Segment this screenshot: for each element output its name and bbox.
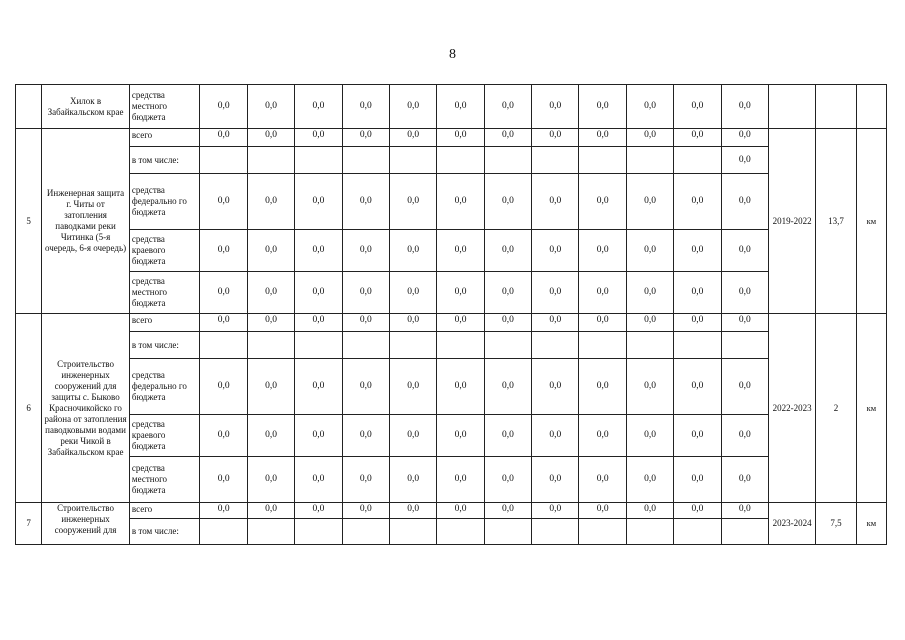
value-cell: 0,0	[532, 230, 579, 272]
value-cell: 0,0	[484, 359, 531, 415]
row-number-cell: 5	[16, 129, 42, 314]
value-cell: 0,0	[295, 415, 342, 457]
value-cell	[247, 147, 294, 174]
value-cell: 0,0	[674, 174, 721, 230]
value-cell: 0,0	[200, 174, 247, 230]
value-cell: 0,0	[200, 230, 247, 272]
value-cell: 0,0	[721, 314, 768, 332]
value-cell: 0,0	[626, 230, 673, 272]
period-cell: 2023-2024	[768, 503, 815, 545]
value-cell: 0,0	[484, 129, 531, 147]
source-label-local: средства местного бюджета	[129, 272, 200, 314]
value-cell: 0,0	[721, 230, 768, 272]
value-cell: 0,0	[389, 415, 436, 457]
value-cell	[247, 332, 294, 359]
value-cell: 0,0	[579, 230, 626, 272]
source-label-local: средства местного бюджета	[129, 85, 200, 129]
value-cell: 0,0	[437, 415, 484, 457]
value-cell	[579, 332, 626, 359]
value-cell: 0,0	[579, 272, 626, 314]
value-cell: 0,0	[342, 85, 389, 129]
value-cell: 0,0	[342, 503, 389, 519]
value-cell: 0,0	[200, 415, 247, 457]
value-cell: 0,0	[721, 147, 768, 174]
value-cell: 0,0	[626, 415, 673, 457]
table-row	[16, 519, 887, 545]
value-cell: 0,0	[674, 415, 721, 457]
source-label-federal: средства федерально го бюджета	[129, 174, 200, 230]
value-cell: 0,0	[200, 503, 247, 519]
value-cell	[721, 519, 768, 545]
value-cell: 0,0	[721, 359, 768, 415]
value-cell: 0,0	[721, 129, 768, 147]
value-cell: 0,0	[200, 272, 247, 314]
value-cell	[389, 332, 436, 359]
source-label-including: в том числе:	[129, 519, 200, 545]
value-cell	[579, 519, 626, 545]
value-cell: 0,0	[579, 359, 626, 415]
value-cell	[674, 332, 721, 359]
value-cell: 0,0	[484, 174, 531, 230]
value-cell: 0,0	[389, 503, 436, 519]
value-cell: 0,0	[247, 503, 294, 519]
value-cell: 0,0	[437, 230, 484, 272]
value-cell: 0,0	[247, 85, 294, 129]
value-cell: 0,0	[484, 457, 531, 503]
value-cell: 0,0	[342, 174, 389, 230]
table-row	[16, 332, 887, 359]
unit-cell: км	[856, 314, 886, 503]
value-cell: 0,0	[200, 457, 247, 503]
value-cell: 0,0	[342, 415, 389, 457]
value-cell	[437, 147, 484, 174]
source-label-regional: средства краевого бюджета	[129, 415, 200, 457]
table-row	[16, 147, 887, 174]
quantity-cell: 7,5	[816, 503, 856, 545]
measure-name-cell: Хилок в Забайкальском крае	[42, 85, 130, 129]
value-cell: 0,0	[674, 272, 721, 314]
value-cell	[674, 147, 721, 174]
value-cell: 0,0	[484, 85, 531, 129]
source-label-total: всего	[129, 314, 200, 332]
value-cell: 0,0	[674, 129, 721, 147]
value-cell: 0,0	[674, 85, 721, 129]
table-row	[16, 272, 887, 314]
value-cell: 0,0	[295, 174, 342, 230]
row-number-cell: 6	[16, 314, 42, 503]
value-cell: 0,0	[626, 272, 673, 314]
value-cell	[626, 147, 673, 174]
value-cell: 0,0	[721, 272, 768, 314]
value-cell: 0,0	[532, 85, 579, 129]
value-cell	[437, 519, 484, 545]
value-cell: 0,0	[247, 359, 294, 415]
value-cell: 0,0	[579, 503, 626, 519]
period-cell: 2019-2022	[768, 129, 815, 314]
value-cell: 0,0	[437, 129, 484, 147]
value-cell	[342, 147, 389, 174]
value-cell: 0,0	[626, 457, 673, 503]
value-cell: 0,0	[247, 415, 294, 457]
value-cell: 0,0	[484, 230, 531, 272]
value-cell	[437, 332, 484, 359]
unit-cell: км	[856, 129, 886, 314]
value-cell: 0,0	[247, 129, 294, 147]
value-cell: 0,0	[389, 314, 436, 332]
value-cell: 0,0	[247, 457, 294, 503]
value-cell: 0,0	[200, 359, 247, 415]
value-cell: 0,0	[247, 314, 294, 332]
value-cell: 0,0	[721, 85, 768, 129]
value-cell: 0,0	[247, 174, 294, 230]
value-cell	[295, 519, 342, 545]
value-cell: 0,0	[437, 85, 484, 129]
value-cell: 0,0	[295, 85, 342, 129]
row-number-cell: 7	[16, 503, 42, 545]
value-cell: 0,0	[295, 314, 342, 332]
value-cell	[626, 519, 673, 545]
table-row	[16, 359, 887, 415]
value-cell: 0,0	[674, 314, 721, 332]
value-cell: 0,0	[484, 415, 531, 457]
value-cell: 0,0	[532, 503, 579, 519]
value-cell	[532, 332, 579, 359]
table-row	[16, 314, 887, 332]
value-cell: 0,0	[626, 314, 673, 332]
value-cell: 0,0	[247, 230, 294, 272]
value-cell: 0,0	[484, 314, 531, 332]
table-row	[16, 457, 887, 503]
value-cell: 0,0	[342, 314, 389, 332]
value-cell	[532, 519, 579, 545]
value-cell: 0,0	[532, 314, 579, 332]
value-cell: 0,0	[579, 174, 626, 230]
source-label-including: в том числе:	[129, 332, 200, 359]
source-label-total: всего	[129, 503, 200, 519]
value-cell: 0,0	[579, 129, 626, 147]
value-cell	[389, 519, 436, 545]
value-cell: 0,0	[579, 415, 626, 457]
value-cell: 0,0	[532, 272, 579, 314]
value-cell: 0,0	[389, 359, 436, 415]
value-cell	[579, 147, 626, 174]
value-cell: 0,0	[437, 174, 484, 230]
value-cell: 0,0	[437, 359, 484, 415]
value-cell: 0,0	[532, 174, 579, 230]
value-cell: 0,0	[674, 230, 721, 272]
value-cell: 0,0	[342, 230, 389, 272]
table-row	[16, 174, 887, 230]
value-cell: 0,0	[389, 85, 436, 129]
value-cell	[295, 332, 342, 359]
value-cell: 0,0	[721, 457, 768, 503]
value-cell	[484, 332, 531, 359]
page-number: 8	[449, 47, 456, 62]
value-cell: 0,0	[342, 359, 389, 415]
source-label-federal: средства федерально го бюджета	[129, 359, 200, 415]
period-cell	[768, 85, 815, 129]
table-row	[16, 230, 887, 272]
table-row	[16, 415, 887, 457]
value-cell	[674, 519, 721, 545]
value-cell	[484, 147, 531, 174]
value-cell	[721, 332, 768, 359]
value-cell: 0,0	[342, 272, 389, 314]
value-cell	[200, 519, 247, 545]
value-cell	[389, 147, 436, 174]
value-cell: 0,0	[295, 503, 342, 519]
measure-name-cell: Инженерная защита г. Читы от затопления паводками реки Читинка (5-я очередь, 6-я очередь)	[42, 129, 130, 314]
budget-table	[15, 84, 887, 545]
value-cell: 0,0	[579, 314, 626, 332]
value-cell: 0,0	[532, 129, 579, 147]
unit-cell: км	[856, 503, 886, 545]
value-cell: 0,0	[721, 415, 768, 457]
table-row	[16, 129, 887, 147]
value-cell: 0,0	[626, 174, 673, 230]
value-cell: 0,0	[342, 457, 389, 503]
source-label-local: средства местного бюджета	[129, 457, 200, 503]
value-cell: 0,0	[200, 129, 247, 147]
value-cell: 0,0	[532, 457, 579, 503]
value-cell: 0,0	[295, 272, 342, 314]
value-cell: 0,0	[295, 230, 342, 272]
value-cell: 0,0	[200, 314, 247, 332]
measure-name-cell: Строительство инженерных сооружений для	[42, 503, 130, 545]
quantity-cell	[816, 85, 856, 129]
value-cell: 0,0	[626, 503, 673, 519]
value-cell	[247, 519, 294, 545]
value-cell: 0,0	[389, 272, 436, 314]
measure-name-cell: Строительство инженерных сооружений для защиты с. Быково Красночикойско го района от затопления паводковыми водами реки Чикой в Забайкальском крае	[42, 314, 130, 503]
value-cell	[200, 147, 247, 174]
value-cell: 0,0	[437, 314, 484, 332]
value-cell: 0,0	[674, 503, 721, 519]
value-cell: 0,0	[200, 85, 247, 129]
value-cell	[484, 519, 531, 545]
value-cell	[342, 332, 389, 359]
value-cell: 0,0	[389, 230, 436, 272]
value-cell	[200, 332, 247, 359]
value-cell	[532, 147, 579, 174]
value-cell: 0,0	[579, 85, 626, 129]
quantity-cell: 13,7	[816, 129, 856, 314]
value-cell: 0,0	[295, 359, 342, 415]
quantity-cell: 2	[816, 314, 856, 503]
value-cell: 0,0	[437, 457, 484, 503]
value-cell: 0,0	[721, 174, 768, 230]
value-cell: 0,0	[437, 272, 484, 314]
value-cell: 0,0	[342, 129, 389, 147]
value-cell: 0,0	[295, 457, 342, 503]
value-cell	[295, 147, 342, 174]
source-label-including: в том числе:	[129, 147, 200, 174]
period-cell: 2022-2023	[768, 314, 815, 503]
value-cell: 0,0	[721, 503, 768, 519]
table-row	[16, 503, 887, 519]
value-cell: 0,0	[626, 129, 673, 147]
value-cell: 0,0	[389, 129, 436, 147]
value-cell: 0,0	[532, 415, 579, 457]
value-cell: 0,0	[484, 503, 531, 519]
value-cell: 0,0	[389, 457, 436, 503]
source-label-regional: средства краевого бюджета	[129, 230, 200, 272]
value-cell	[342, 519, 389, 545]
source-label-total: всего	[129, 129, 200, 147]
value-cell: 0,0	[579, 457, 626, 503]
value-cell: 0,0	[247, 272, 294, 314]
row-number-cell	[16, 85, 42, 129]
unit-cell	[856, 85, 886, 129]
value-cell: 0,0	[674, 457, 721, 503]
value-cell: 0,0	[437, 503, 484, 519]
value-cell: 0,0	[626, 85, 673, 129]
table-row	[16, 85, 887, 129]
value-cell: 0,0	[484, 272, 531, 314]
value-cell: 0,0	[626, 359, 673, 415]
value-cell: 0,0	[674, 359, 721, 415]
value-cell: 0,0	[295, 129, 342, 147]
value-cell: 0,0	[532, 359, 579, 415]
value-cell	[626, 332, 673, 359]
value-cell: 0,0	[389, 174, 436, 230]
